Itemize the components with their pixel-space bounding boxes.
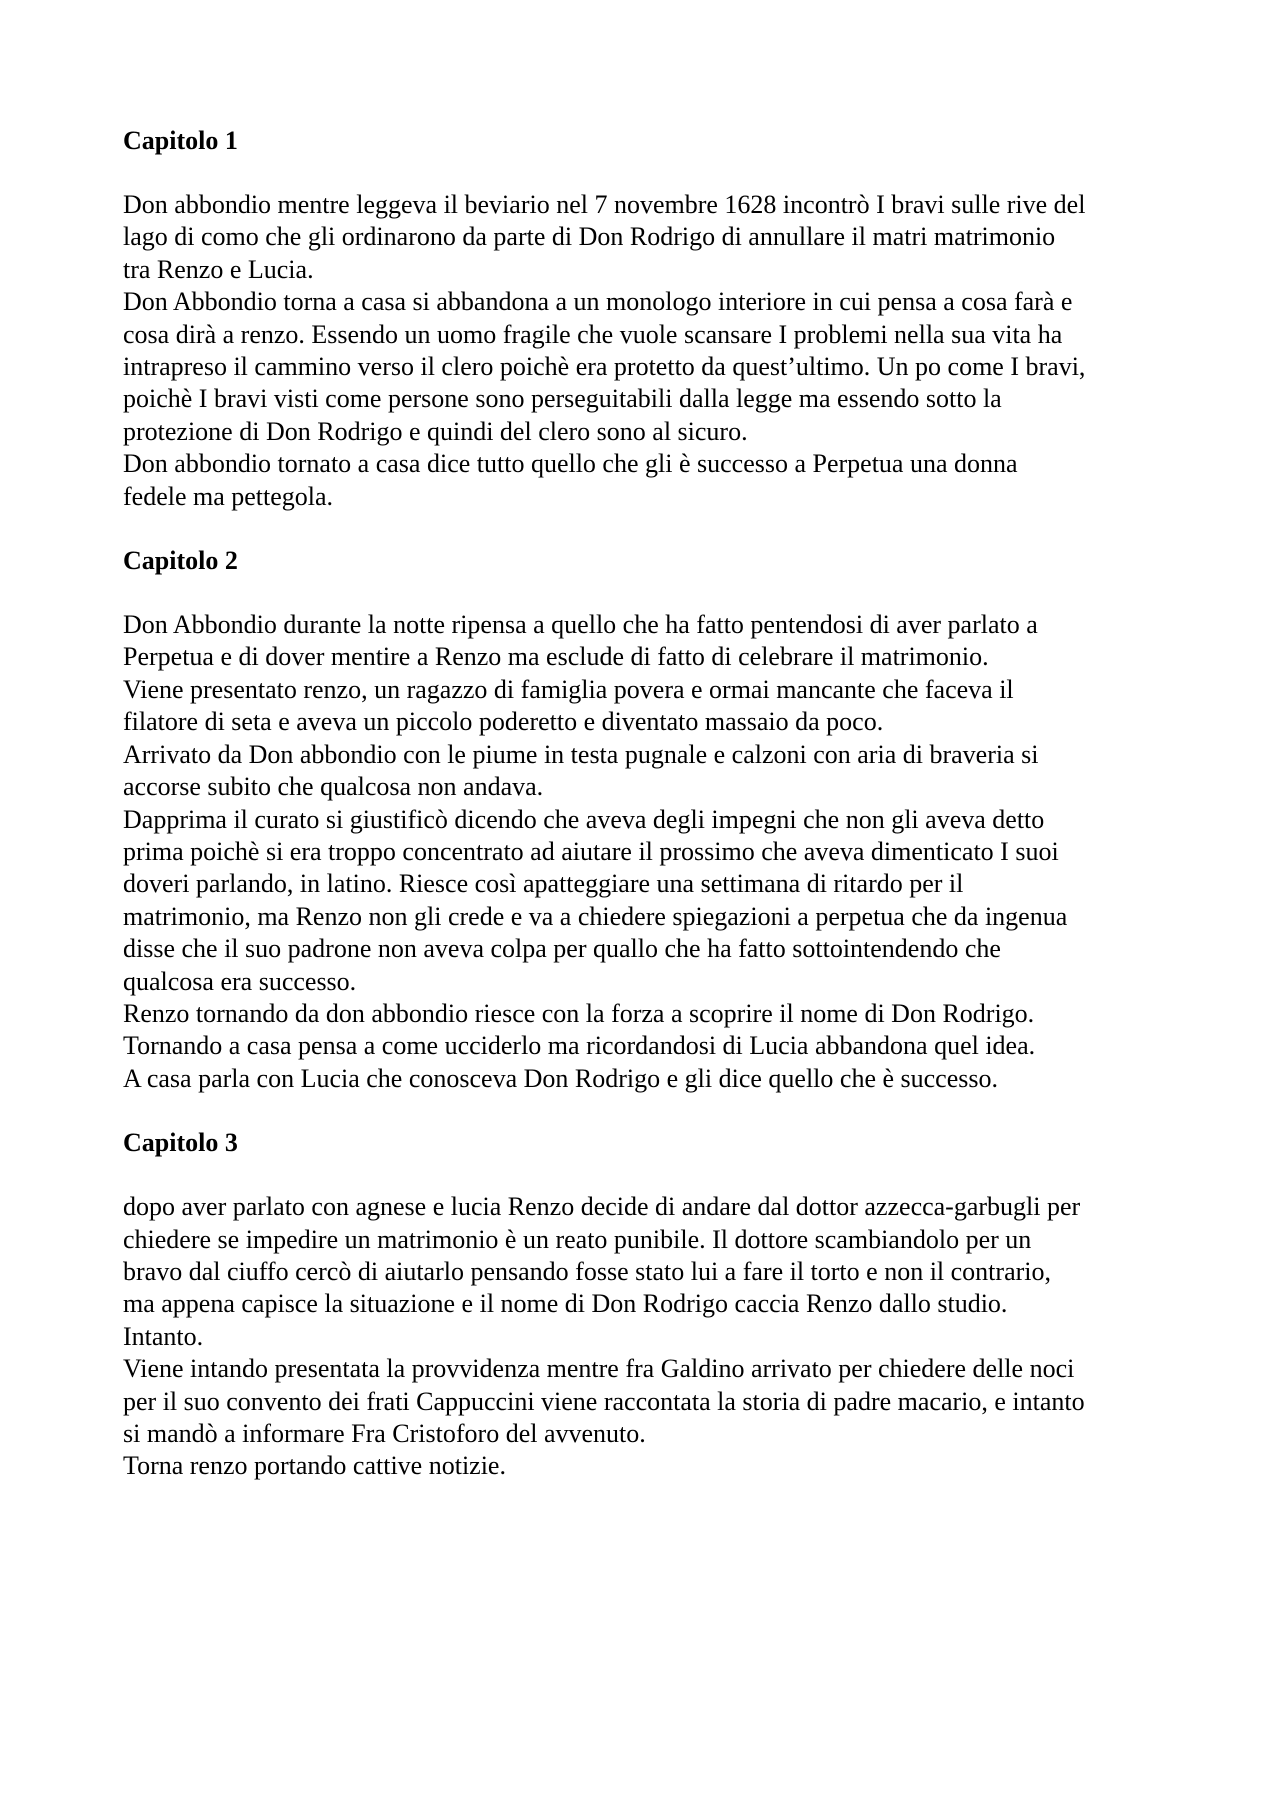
text-line: bravo dal ciuffo cercò di aiutarlo pensando fosse stato lui a fare il torto e non il contrario, — [123, 1256, 1051, 1286]
paragraph — [123, 1353, 1183, 1450]
paragraph — [123, 1191, 1183, 1353]
paragraph — [123, 609, 1183, 674]
text-line: qualcosa era successo. — [123, 966, 357, 996]
chapter-1 — [123, 125, 1183, 513]
chapter-title: Capitolo 3 — [123, 1128, 238, 1158]
text-line: dopo aver parlato con agnese e lucia Renzo decide di andare dal dottor azzecca-garbugli per — [123, 1192, 1081, 1222]
text-line: Renzo tornando da don abbondio riesce con la forza a scoprire il nome di Don Rodrigo. — [123, 998, 1035, 1028]
text-line: Tornando a casa pensa a come ucciderlo ma ricordandosi di Lucia abbandona quel idea. — [123, 1031, 1036, 1061]
text-line: per il suo convento dei frati Cappuccini viene raccontata la storia di padre macario, e intanto — [123, 1386, 1085, 1416]
text-line: Don abbondio mentre leggeva il beviario nel 7 novembre 1628 incontrò I bravi sulle rive del — [123, 190, 1086, 219]
paragraph — [123, 286, 1183, 448]
text-line: Viene presentato renzo, un ragazzo di famiglia povera e ormai mancante che faceva il — [123, 674, 1014, 704]
paragraph — [123, 1063, 1183, 1095]
chapter-title: Capitolo 2 — [123, 546, 238, 576]
text-line: chiedere se impedire un matrimonio è un reato punibile. Il dottore scambiandolo per un — [123, 1224, 1032, 1254]
text-line: lago di como che gli ordinarono da parte di Don Rodrigo di annullare il matri matrimonio — [123, 222, 1056, 252]
paragraph — [123, 674, 1183, 739]
text-line: disse che il suo padrone non aveva colpa per quallo che ha fatto sottointendendo che — [123, 934, 1001, 964]
paragraph — [123, 804, 1183, 998]
chapter-2 — [123, 545, 1183, 1095]
text-line: accorse subito che qualcosa non andava. — [123, 772, 544, 802]
text-line: Intanto. — [123, 1321, 204, 1351]
chapter-title: Capitolo 1 — [123, 126, 238, 155]
text-line: si mandò a informare Fra Cristoforo del avvenuto. — [123, 1419, 646, 1448]
paragraph — [123, 448, 1183, 513]
chapter-3 — [123, 1127, 1183, 1483]
paragraph — [123, 1450, 1183, 1482]
text-line: Viene intando presentata la provvidenza mentre fra Galdino arrivato per chiedere delle noci — [123, 1354, 1075, 1384]
text-line: poichè I bravi visti come persone sono perseguitabili dalla legge ma essendo sotto la — [123, 384, 1002, 414]
text-line: Torna renzo portando cattive notizie. — [123, 1451, 506, 1481]
document-body — [123, 125, 1183, 1515]
text-line: tra Renzo e Lucia. — [123, 254, 314, 284]
text-line: Perpetua e di dover mentire a Renzo ma esclude di fatto di celebrare il matrimonio. — [123, 642, 989, 672]
text-line: Don Abbondio durante la notte ripensa a quello che ha fatto pentendosi di aver parlato a — [123, 610, 1038, 640]
text-line: prima poichè si era troppo concentrato ad aiutare il prossimo che aveva dimenticato I suoi — [123, 836, 1059, 866]
text-line: Don abbondio tornato a casa dice tutto quello che gli è successo a Perpetua una donna — [123, 449, 1018, 479]
text-line: Don Abbondio torna a casa si abbandona a un monologo interiore in cui pensa a cosa farà e — [123, 287, 1073, 317]
text-line: Arrivato da Don abbondio con le piume in testa pugnale e calzoni con aria di braveria si — [123, 739, 1039, 769]
text-line: Dapprima il curato si giustificò dicendo che aveva degli impegni che non gli aveva detto — [123, 804, 1045, 834]
text-line: fedele ma pettegola. — [123, 481, 334, 511]
paragraph — [123, 739, 1183, 804]
text-line: doveri parlando, in latino. Riesce così apatteggiare una settimana di ritardo per il — [123, 869, 964, 899]
text-line: cosa dirà a renzo. Essendo un uomo fragile che vuole scansare I problemi nella sua vita ha — [123, 319, 1063, 349]
paragraph — [123, 1030, 1183, 1062]
text-line: ma appena capisce la situazione e il nome di Don Rodrigo caccia Renzo dallo studio. — [123, 1289, 1008, 1319]
text-line: protezione di Don Rodrigo e quindi del clero sono al sicuro. — [123, 416, 748, 446]
text-line: A casa parla con Lucia che conosceva Don Rodrigo e gli dice quello che è successo. — [123, 1063, 998, 1093]
paragraph — [123, 998, 1183, 1030]
paragraph — [123, 189, 1183, 286]
text-line: intrapreso il cammino verso il clero poichè era protetto da quest’ultimo. Un po come I bravi, — [123, 352, 1086, 382]
text-line: filatore di seta e aveva un piccolo poderetto e diventato massaio da poco. — [123, 707, 884, 737]
text-line: matrimonio, ma Renzo non gli crede e va a chiedere spiegazioni a perpetua che da ingenua — [123, 901, 1068, 931]
